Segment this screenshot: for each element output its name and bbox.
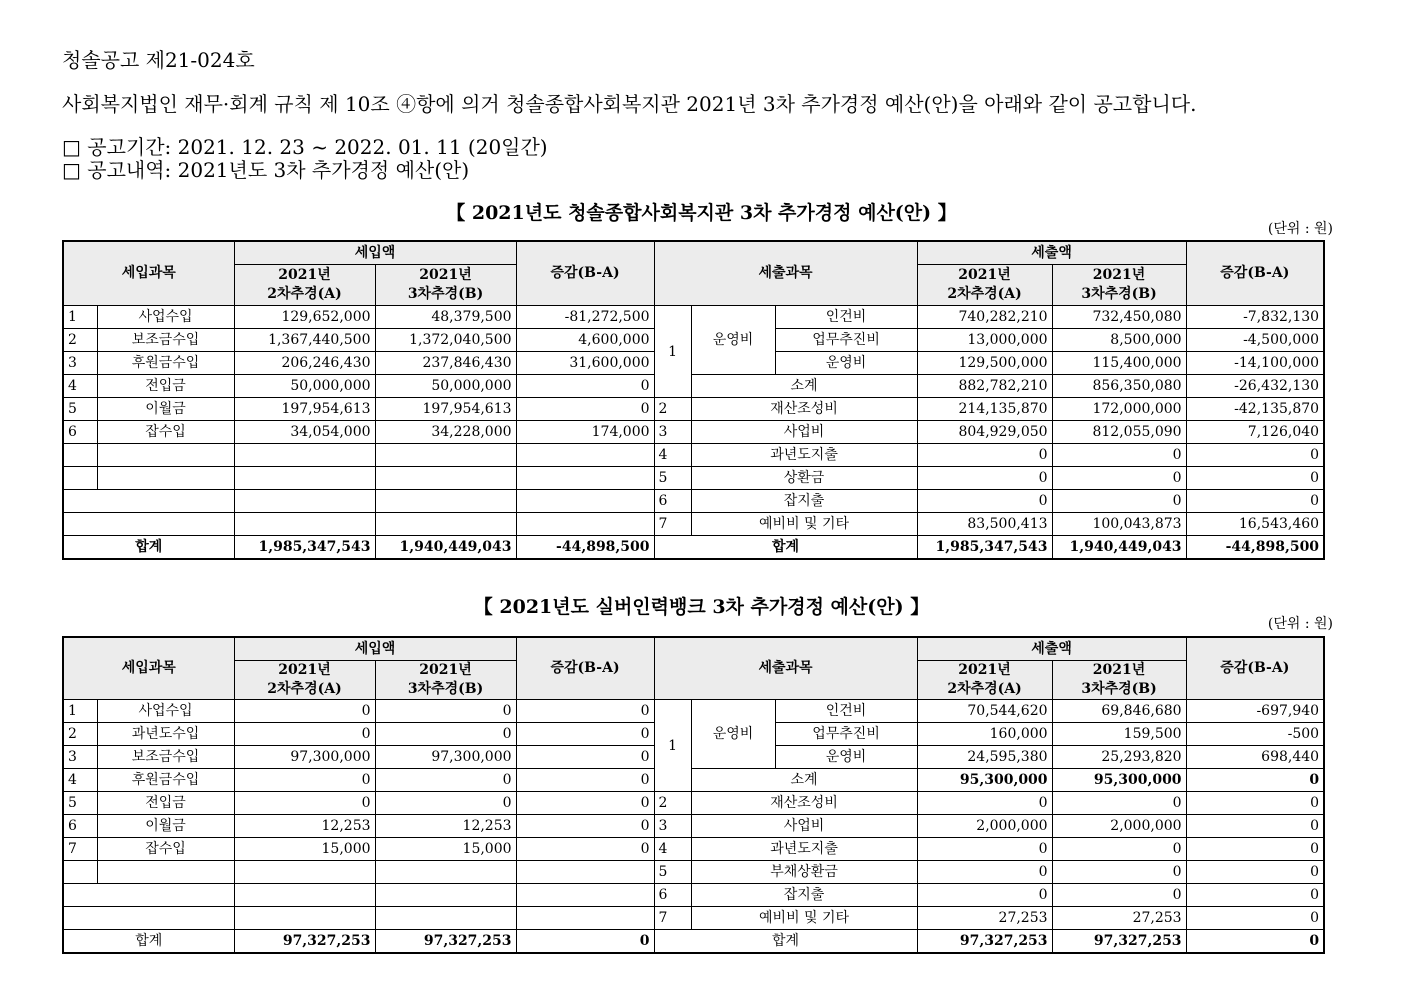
- table-cell: 0: [375, 700, 516, 723]
- table-cell: 70,544,620: [917, 700, 1052, 723]
- table-cell: -14,100,000: [1186, 352, 1324, 375]
- table-cell: 7: [63, 838, 97, 861]
- col-b-label: 3차추경(B): [1081, 286, 1157, 302]
- table-row: [63, 884, 1324, 907]
- table-cell: 5: [654, 467, 691, 490]
- table-cell: 740,282,210: [917, 306, 1052, 329]
- table-cell: 95,300,000: [917, 769, 1052, 792]
- table-row: [63, 444, 1324, 467]
- table-cell: 0: [234, 792, 375, 815]
- exp-amount-header: 세출액: [917, 241, 1186, 265]
- table-cell: [516, 513, 654, 536]
- table-cell: 24,595,380: [917, 746, 1052, 769]
- header-label: 2차추경(A): [267, 681, 342, 697]
- col-a-label: 2차추경(A): [947, 286, 1022, 302]
- table-cell: 잡수입: [97, 838, 234, 861]
- table2-header: [63, 637, 1324, 700]
- table-row: [63, 700, 1324, 723]
- table-cell: 83,500,413: [917, 513, 1052, 536]
- table-cell: 97,327,253: [1052, 930, 1186, 954]
- budget-table-center: [62, 240, 1325, 560]
- table-cell: 100,043,873: [1052, 513, 1186, 536]
- table-cell: 4,600,000: [516, 329, 654, 352]
- notice-period: □ 공고기간: 2021. 12. 23 ~ 2022. 01. 11 (20일간): [62, 135, 548, 159]
- table-cell: 159,500: [1052, 723, 1186, 746]
- table-cell: 인건비: [775, 306, 917, 329]
- table-cell: 0: [1186, 815, 1324, 838]
- table-cell: 사업비: [691, 815, 917, 838]
- table-cell: [1052, 661, 1186, 700]
- table-cell: 6: [654, 490, 691, 513]
- table-cell: 잡지출: [691, 884, 917, 907]
- table-cell: [375, 861, 516, 884]
- table-cell: 0: [917, 838, 1052, 861]
- table-cell: -4,500,000: [1186, 329, 1324, 352]
- table-cell: 0: [516, 838, 654, 861]
- col-b-year: 2021년: [1092, 267, 1146, 283]
- table-cell: [63, 490, 234, 513]
- table-cell: [234, 265, 375, 306]
- header-label: 2021년: [1092, 662, 1146, 678]
- table-cell: [97, 467, 234, 490]
- table-cell: 운영비: [775, 746, 917, 769]
- table-row: [63, 838, 1324, 861]
- table-cell: 0: [917, 467, 1052, 490]
- table-row: [63, 306, 1324, 329]
- table-cell: [97, 861, 234, 884]
- table-cell: [516, 884, 654, 907]
- table-cell: 97,327,253: [917, 930, 1052, 954]
- table-cell: 129,500,000: [917, 352, 1052, 375]
- op-group-name: 운영비: [691, 306, 775, 375]
- table-cell: 0: [1052, 490, 1186, 513]
- table-cell: 13,000,000: [917, 329, 1052, 352]
- table-cell: 34,054,000: [234, 421, 375, 444]
- table-cell: 7: [654, 907, 691, 930]
- table-cell: [375, 661, 516, 700]
- table-cell: 3: [654, 421, 691, 444]
- table-cell: 0: [516, 398, 654, 421]
- table-cell: 증감(B-A): [1186, 637, 1324, 700]
- table-cell: 예비비 및 기타: [691, 513, 917, 536]
- table-cell: 보조금수입: [97, 329, 234, 352]
- table-cell: 115,400,000: [1052, 352, 1186, 375]
- table-cell: 0: [516, 792, 654, 815]
- table-cell: 상환금: [691, 467, 917, 490]
- table1-title: 【 2021년도 청솔종합사회복지관 3차 추가경정 예산(안) 】: [446, 202, 957, 224]
- table-cell: [1052, 265, 1186, 306]
- table-cell: 4: [654, 838, 691, 861]
- table-cell: 인건비: [775, 700, 917, 723]
- table-cell: 69,846,680: [1052, 700, 1186, 723]
- table-cell: 증감(B-A): [516, 637, 654, 700]
- table-cell: 5: [63, 398, 97, 421]
- table-cell: 7,126,040: [1186, 421, 1324, 444]
- table-cell: 세출과목: [654, 637, 917, 700]
- table-cell: 이월금: [97, 815, 234, 838]
- table-cell: 0: [516, 746, 654, 769]
- table-cell: [375, 884, 516, 907]
- table-cell: 2: [654, 398, 691, 421]
- table-cell: 172,000,000: [1052, 398, 1186, 421]
- table-cell: 0: [917, 861, 1052, 884]
- table-cell: 과년도지출: [691, 444, 917, 467]
- table-cell: 16,543,460: [1186, 513, 1324, 536]
- table-cell: 1,940,449,043: [375, 536, 516, 560]
- table-cell: 0: [1186, 444, 1324, 467]
- table-cell: 운영비: [775, 352, 917, 375]
- rev-amount-header: 세입액: [234, 241, 516, 265]
- header-label: 3차추경(B): [1081, 681, 1157, 697]
- table-cell: -44,898,500: [516, 536, 654, 560]
- table-cell: [234, 861, 375, 884]
- table-cell: 174,000: [516, 421, 654, 444]
- table-cell: 보조금수입: [97, 746, 234, 769]
- table-row: [63, 861, 1324, 884]
- col-a-year: 2021년: [278, 267, 331, 283]
- table-cell: [234, 907, 375, 930]
- table-cell: 97,300,000: [234, 746, 375, 769]
- table-cell: 27,253: [1052, 907, 1186, 930]
- table-cell: 0: [1052, 792, 1186, 815]
- table-cell: 0: [516, 375, 654, 398]
- table-cell: 과년도지출: [691, 838, 917, 861]
- table-cell: 0: [1186, 769, 1324, 792]
- table-cell: [97, 444, 234, 467]
- table-cell: 1,372,040,500: [375, 329, 516, 352]
- table-cell: 3: [63, 352, 97, 375]
- table-cell: 1: [63, 700, 97, 723]
- table-cell: 97,327,253: [234, 930, 375, 954]
- table-cell: -7,832,130: [1186, 306, 1324, 329]
- table-cell: 1,985,347,543: [917, 536, 1052, 560]
- table-cell: 50,000,000: [234, 375, 375, 398]
- table-cell: 0: [1186, 930, 1324, 954]
- table-cell: 후원금수입: [97, 352, 234, 375]
- total-label: 합계: [63, 536, 234, 560]
- table-cell: 0: [516, 700, 654, 723]
- table-cell: [234, 467, 375, 490]
- table-cell: [234, 490, 375, 513]
- table-cell: 856,350,080: [1052, 375, 1186, 398]
- table-cell: 0: [375, 769, 516, 792]
- table-cell: -500: [1186, 723, 1324, 746]
- table-cell: 부채상환금: [691, 861, 917, 884]
- table-cell: 1,985,347,543: [234, 536, 375, 560]
- table1-unit: (단위 : 원): [1267, 221, 1333, 237]
- rev-diff-header: 증감(B-A): [516, 241, 654, 306]
- table-cell: 0: [1052, 444, 1186, 467]
- table-cell: 잡수입: [97, 421, 234, 444]
- table-cell: 4: [63, 375, 97, 398]
- table-cell: 후원금수입: [97, 769, 234, 792]
- table-cell: 31,600,000: [516, 352, 654, 375]
- table-cell: [516, 861, 654, 884]
- table-cell: 전입금: [97, 375, 234, 398]
- col-a-label: 2차추경(A): [267, 286, 342, 302]
- table-cell: 160,000: [917, 723, 1052, 746]
- table-cell: [63, 513, 234, 536]
- table-cell: 698,440: [1186, 746, 1324, 769]
- header-label: 3차추경(B): [407, 681, 484, 697]
- table-cell: 전입금: [97, 792, 234, 815]
- table-cell: 0: [516, 769, 654, 792]
- table-cell: [63, 444, 97, 467]
- table-cell: 27,253: [917, 907, 1052, 930]
- table-cell: 48,379,500: [375, 306, 516, 329]
- table-cell: 0: [1186, 838, 1324, 861]
- table-cell: 5: [63, 792, 97, 815]
- table-cell: 2,000,000: [917, 815, 1052, 838]
- table-cell: [375, 444, 516, 467]
- table-cell: 합계: [654, 930, 917, 954]
- table-cell: [516, 444, 654, 467]
- table-cell: 5: [654, 861, 691, 884]
- table-row: [63, 421, 1324, 444]
- table-cell: 197,954,613: [234, 398, 375, 421]
- table-cell: 206,246,430: [234, 352, 375, 375]
- table-cell: 25,293,820: [1052, 746, 1186, 769]
- table-cell: 129,652,000: [234, 306, 375, 329]
- table-cell: 이월금: [97, 398, 234, 421]
- table-row: [63, 490, 1324, 513]
- table-cell: [63, 467, 97, 490]
- table-cell: 0: [1186, 490, 1324, 513]
- table-cell: 합계: [63, 930, 234, 954]
- table-cell: 0: [917, 444, 1052, 467]
- table-row: [63, 398, 1324, 421]
- table-row: [63, 769, 1324, 792]
- table-cell: 1: [654, 700, 691, 792]
- table-cell: 0: [917, 884, 1052, 907]
- table-cell: 0: [1186, 792, 1324, 815]
- table-cell: -81,272,500: [516, 306, 654, 329]
- table-cell: 4: [654, 444, 691, 467]
- table-cell: 97,300,000: [375, 746, 516, 769]
- table-cell: 세입액: [234, 637, 516, 661]
- table-cell: 운영비: [691, 700, 775, 769]
- col-a-year: 2021년: [958, 267, 1011, 283]
- table-cell: 0: [516, 723, 654, 746]
- notice-content: □ 공고내역: 2021년도 3차 추가경정 예산(안): [62, 158, 470, 182]
- table-cell: 7: [654, 513, 691, 536]
- table-cell: -42,135,870: [1186, 398, 1324, 421]
- table-cell: 0: [917, 490, 1052, 513]
- table-cell: 97,327,253: [375, 930, 516, 954]
- table-cell: 업무추진비: [775, 329, 917, 352]
- table-cell: -26,432,130: [1186, 375, 1324, 398]
- table-cell: [375, 265, 516, 306]
- table-cell: 재산조성비: [691, 398, 917, 421]
- table-cell: [234, 661, 375, 700]
- exp-subject-header: 세출과목: [654, 241, 917, 306]
- table-cell: [63, 907, 234, 930]
- table-cell: 세입과목: [63, 637, 234, 700]
- budget-table-silver: [62, 636, 1325, 954]
- table-cell: [375, 490, 516, 513]
- rev-subject-header: 세입과목: [63, 241, 234, 306]
- table-cell: 0: [1186, 467, 1324, 490]
- table-cell: [234, 513, 375, 536]
- table-cell: 50,000,000: [375, 375, 516, 398]
- table-cell: 과년도수입: [97, 723, 234, 746]
- table-cell: [516, 907, 654, 930]
- col-b-year: 2021년: [419, 267, 472, 283]
- exp-diff-header: 증감(B-A): [1186, 241, 1324, 306]
- table-cell: 0: [917, 792, 1052, 815]
- table-cell: [375, 467, 516, 490]
- table-row: [63, 375, 1324, 398]
- table-cell: 3: [654, 815, 691, 838]
- table-cell: 0: [1186, 884, 1324, 907]
- table-cell: [63, 884, 234, 907]
- table-cell: 732,450,080: [1052, 306, 1186, 329]
- table-cell: 15,000: [375, 838, 516, 861]
- table-cell: 0: [1186, 907, 1324, 930]
- col-b-label: 3차추경(B): [407, 286, 484, 302]
- table-cell: 2,000,000: [1052, 815, 1186, 838]
- table-cell: 0: [1052, 861, 1186, 884]
- table-row: [63, 815, 1324, 838]
- table-cell: 업무추진비: [775, 723, 917, 746]
- table-cell: 882,782,210: [917, 375, 1052, 398]
- table-row: [63, 467, 1324, 490]
- table-cell: 0: [234, 723, 375, 746]
- table-cell: 잡지출: [691, 490, 917, 513]
- table-cell: 사업수입: [97, 700, 234, 723]
- table-cell: 197,954,613: [375, 398, 516, 421]
- table-cell: 0: [1186, 861, 1324, 884]
- table-total-row: [63, 536, 1324, 560]
- table-cell: 0: [234, 769, 375, 792]
- total-label: 합계: [654, 536, 917, 560]
- op-group-no: 1: [654, 306, 691, 398]
- table-cell: 4: [63, 769, 97, 792]
- notice-number: 청솔공고 제21-024호: [62, 48, 255, 72]
- table-cell: 237,846,430: [375, 352, 516, 375]
- header-label: 2차추경(A): [947, 681, 1022, 697]
- table-cell: [234, 444, 375, 467]
- table-cell: 0: [1052, 838, 1186, 861]
- table-cell: 0: [516, 930, 654, 954]
- table-cell: 8,500,000: [1052, 329, 1186, 352]
- table-cell: 214,135,870: [917, 398, 1052, 421]
- table-cell: 2: [63, 329, 97, 352]
- table-cell: 0: [1052, 884, 1186, 907]
- table-cell: [63, 861, 97, 884]
- table1-header: [63, 241, 1324, 306]
- table-cell: 812,055,090: [1052, 421, 1186, 444]
- table-cell: [375, 513, 516, 536]
- table-cell: 6: [654, 884, 691, 907]
- table-cell: 1,367,440,500: [234, 329, 375, 352]
- table-cell: [516, 467, 654, 490]
- table-cell: 재산조성비: [691, 792, 917, 815]
- table-cell: [234, 884, 375, 907]
- notice-intro: 사회복지법인 재무·회계 규칙 제 10조 ④항에 의거 청솔종합사회복지관 2021년 3차 추가경정 예산(안)을 아래와 같이 공고합니다.: [62, 92, 1197, 116]
- table-cell: [375, 907, 516, 930]
- table-cell: [516, 490, 654, 513]
- table2-unit: (단위 : 원): [1267, 616, 1333, 632]
- table-cell: 세출액: [917, 637, 1186, 661]
- table-row: [63, 513, 1324, 536]
- table2-title: 【 2021년도 실버인력뱅크 3차 추가경정 예산(안) 】: [473, 596, 930, 618]
- table-cell: 12,253: [375, 815, 516, 838]
- table-cell: 34,228,000: [375, 421, 516, 444]
- table-cell: 사업수입: [97, 306, 234, 329]
- table-cell: 3: [63, 746, 97, 769]
- header-label: 2021년: [278, 662, 331, 678]
- subtotal-label: 소계: [691, 375, 917, 398]
- header-label: 2021년: [419, 662, 472, 678]
- table-cell: [917, 661, 1052, 700]
- table-cell: 0: [516, 815, 654, 838]
- table-cell: 804,929,050: [917, 421, 1052, 444]
- table-cell: 0: [375, 792, 516, 815]
- table-cell: 예비비 및 기타: [691, 907, 917, 930]
- table-cell: 소계: [691, 769, 917, 792]
- table-row: [63, 792, 1324, 815]
- table-cell: 6: [63, 815, 97, 838]
- table-cell: 0: [1052, 467, 1186, 490]
- table-cell: 1,940,449,043: [1052, 536, 1186, 560]
- table-total-row: [63, 930, 1324, 954]
- table-cell: 0: [234, 700, 375, 723]
- table-cell: 12,253: [234, 815, 375, 838]
- table-cell: -697,940: [1186, 700, 1324, 723]
- table-cell: -44,898,500: [1186, 536, 1324, 560]
- table-cell: [917, 265, 1052, 306]
- header-label: 2021년: [958, 662, 1011, 678]
- table-row: [63, 907, 1324, 930]
- table-cell: 6: [63, 421, 97, 444]
- table-cell: 15,000: [234, 838, 375, 861]
- table-cell: 2: [63, 723, 97, 746]
- table-cell: 1: [63, 306, 97, 329]
- table-cell: 95,300,000: [1052, 769, 1186, 792]
- table-cell: 사업비: [691, 421, 917, 444]
- table-cell: 0: [375, 723, 516, 746]
- table-cell: 2: [654, 792, 691, 815]
